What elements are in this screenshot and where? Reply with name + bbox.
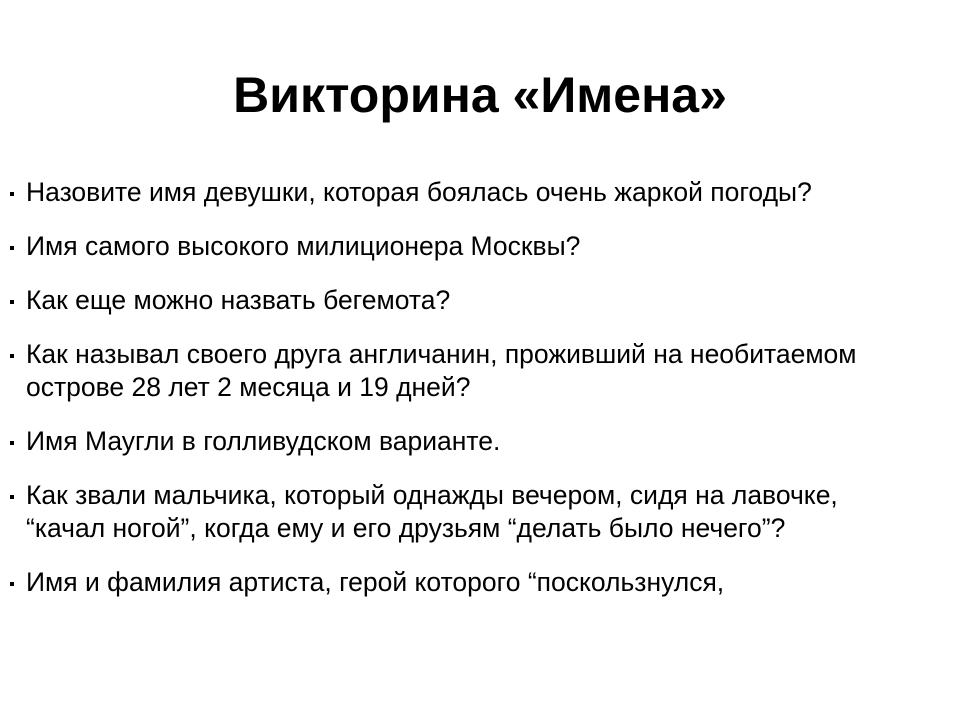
bullet-icon (10, 495, 14, 499)
slide-title: Викторина «Имена» (233, 67, 727, 123)
bullet-icon (10, 192, 14, 196)
question-item (10, 284, 910, 317)
question-item (10, 176, 910, 209)
question-text: Как еще можно назвать бегемота? (26, 285, 451, 315)
question-item (10, 230, 910, 263)
bullet-icon (10, 354, 14, 358)
question-text: Назовите имя девушки, которая боялась очень жаркой погоды? (26, 177, 812, 207)
question-text: Как звали мальчика, который однажды вечером, сидя на лавочке, “качал ногой”, когда ему и его друзьям “делать было нечего”? (26, 480, 838, 543)
question-text: Имя самого высокого милиционера Москвы? (26, 231, 581, 261)
question-item (10, 425, 910, 458)
bullet-icon (10, 246, 14, 250)
question-list (10, 176, 910, 620)
question-item (10, 566, 910, 599)
question-text: Как называл своего друга англичанин, проживший на необитаемом острове 28 лет 2 месяца и 19 дней? (26, 339, 857, 402)
question-item (10, 479, 910, 545)
question-item (10, 338, 910, 404)
bullet-icon (10, 300, 14, 304)
question-text: Имя и фамилия артиста, герой которого “поскользнулся, (26, 567, 725, 597)
question-text: Имя Маугли в голливудском варианте. (26, 426, 501, 456)
bullet-icon (10, 441, 14, 445)
bullet-icon (10, 582, 14, 586)
